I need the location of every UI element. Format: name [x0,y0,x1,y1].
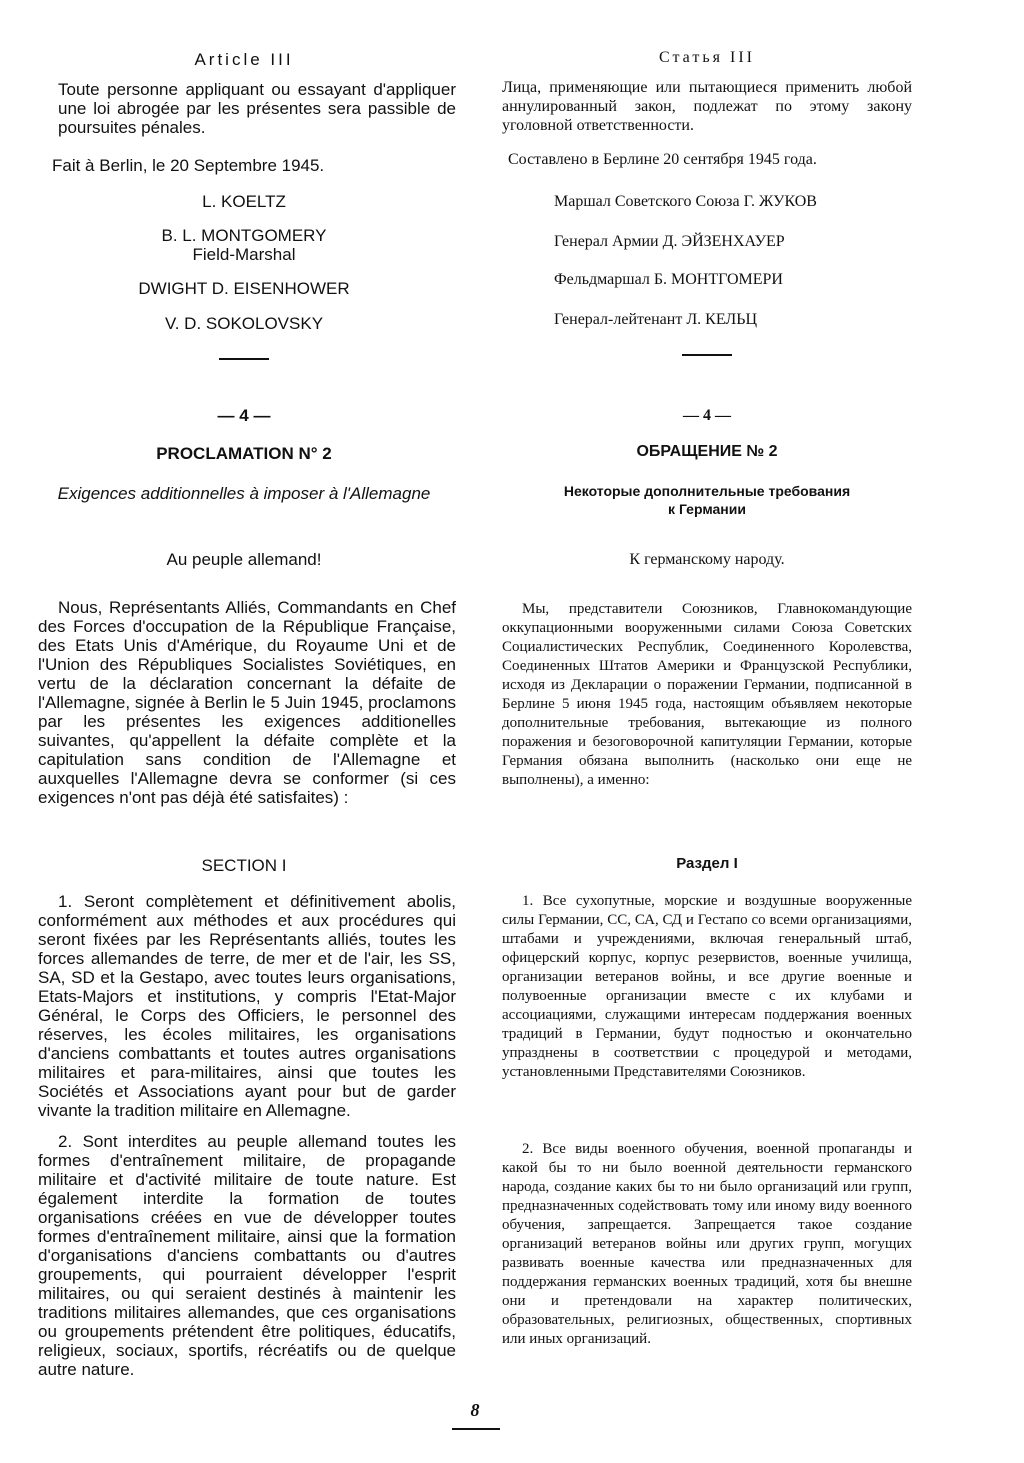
ru-address: К германскому народу. [629,551,785,568]
ru-place-date: Составлено в Берлине 20 сентября 1945 года. [508,151,817,168]
ru-proclamation-title: ОБРАЩЕНИЕ № 2 [636,443,778,460]
fr-signatory-3: DWIGHT D. EISENHOWER [138,279,350,298]
ru-proclamation-subtitle-2: к Германии [668,501,746,517]
ru-section-number: — 4 — [683,407,731,424]
fr-signatory-4: V. D. SOKOLOVSKY [164,314,324,333]
ru-section-heading: Раздел I [676,855,738,872]
fr-divider [32,358,456,360]
ru-paragraph-1: 1. Все сухопутные, морские и воздушные вооруженные силы Германии, СС, СА, СД и Гестапо со всеми организациями, штабами и учреждениями, включая генеральный штаб, офицерский корпус, корпус резервистов, военные училища, организации ветеранов войны, и все другие военные и полувоенные организации вместе с их клубами и ассоциациями, служащими интересам поддержания военных традиций в Германии, будут подностью и окончательно упразднены в соответствии с процедурой и методами, установленными Представителями Союзников. [502,893,912,1080]
ru-divider [502,354,912,356]
fr-section-heading: SECTION I [201,856,287,875]
ru-proclamation-subtitle-1: Некоторые дополнительные требования [563,483,851,499]
fr-address: Au peuple allemand! [166,550,322,569]
fr-signatory-2: B. L. MONTGOMERY [161,226,327,245]
ru-signatory-1: Маршал Советского Союза Г. ЖУКОВ [554,193,817,210]
fr-preamble: Nous, Représentants Alliés, Commandants en Chef des Forces d'occupation de la République Française, des Etats Unis d'Amérique, du Royaume Uni et de l'Union des Républiques Socialistes Soviétiques, en vertu de la déclaration concernant la défaite de l'Allemagne, signée à Berlin le 5 Juin 1945, proclamons par les présentes les exigences additionelles suivantes, qu'appellent la défaite complète et la capitulation sans condition de l'Allemagne et auxquelles l'Allemagne devra se conformer (si ces exigences n'ont pas déjà été satisfaites) : [38,598,456,807]
fr-proclamation-subtitle: Exigences additionnelles à imposer à l'Allemagne [57,484,431,503]
ru-preamble: Мы, представители Союзников, Главнокомандующие оккупационными вооруженными силами Союза Советских Социалистических Республик, Соединенного Королевства, Соединенных Штатов Америки и Французской Республики, исходя из Декларации о поражении Германии, подписанной в Берлине 5 июня 1945 года, настоящим объявляем некоторые дополнительные требования, вытекающие из полного поражения и безоговорочной капитуляции Германии, которые Германия обязана выполнить (насколько они еще не выполнены), а именно: [502,601,912,788]
fr-proclamation-title: PROCLAMATION N° 2 [156,444,332,463]
ru-signatory-4: Генерал-лейтенант Л. КЕЛЬЦ [554,311,757,328]
fr-signatory-2-title: Field-Marshal [192,245,296,264]
fr-paragraph-1: 1. Seront complètement et définitivement abolis, conformément aux méthodes et aux procédures qui seront fixées par les Représentants alliés, toutes les forces allemandes de terre, de mer et de l'air, les SS, SA, SD et la Gestapo, avec toutes leurs organisations, Etats-Majors et institutions, y compris l'Etat-Major Général, le Corps des Officiers, le personnel des réserves, les écoles militaires, les organisations d'anciens combattants et toutes autres organisations militaires et para-militaires, ainsi que toutes les Sociétés et Associations ayant pour but de garder vivante la tradition militaire en Allemagne. [38,892,456,1120]
fr-paragraph-2: 2. Sont interdites au peuple allemand toutes les formes d'entraînement militaire, de propagande militaire et d'activité militaire de toute nature. Est également interdite la formation de toutes organisations créées en vue de développer toutes formes d'entraînement militaire, ainsi que la formation d'organisations d'anciens combattants ou d'autres groupements, qui pourraient développer l'esprit militaires, ou qui seraient destinés à maintenir les traditions militaires allemandes, que ces organisations ou groupements prétendent être politiques, éducatifs, religieux, sociaux, sportifs, récréatifs ou de quelque autre nature. [38,1132,456,1379]
page-number-underline [452,1428,500,1430]
fr-place-date: Fait à Berlin, le 20 Septembre 1945. [52,156,325,175]
fr-article-text: Toute personne appliquant ou essayant d'appliquer une loi abrogée par les présentes sera passible de poursuites pénales. [58,80,456,137]
ru-article-text: Лица, применяющие или пытающиеся применить любой аннулированный закон, подлежат по этому закону уголовной ответственности. [502,79,912,134]
ru-article-title: Статья III [659,49,755,66]
ru-signatory-2: Генерал Армии Д. ЭЙЗЕНХАУЕР [554,233,785,250]
fr-section-number: — 4 — [217,406,271,425]
page-number: 8 [470,1400,480,1420]
ru-paragraph-2: 2. Все виды военного обучения, военной пропаганды и какой бы то ни было военной деятельности германского народа, создание каких бы то ни было организаций или групп, предназначенных содействовать тому или иному виду военного обучения, запрещается. Запрещается такое создание организаций ветеранов войны или других групп, могущих развивать военные качества или предназначенных для поддержания германских военных традиций, хотя бы внешне они и претендовали на характер политических, образовательных, религиозных, общественных, спортивных или иных организаций. [502,1141,912,1347]
fr-signatory-1: L. KOELTZ [202,192,286,211]
ru-signatory-3: Фельдмаршал Б. МОНТГОМЕРИ [554,271,783,288]
fr-article-title: Article III [194,50,294,69]
